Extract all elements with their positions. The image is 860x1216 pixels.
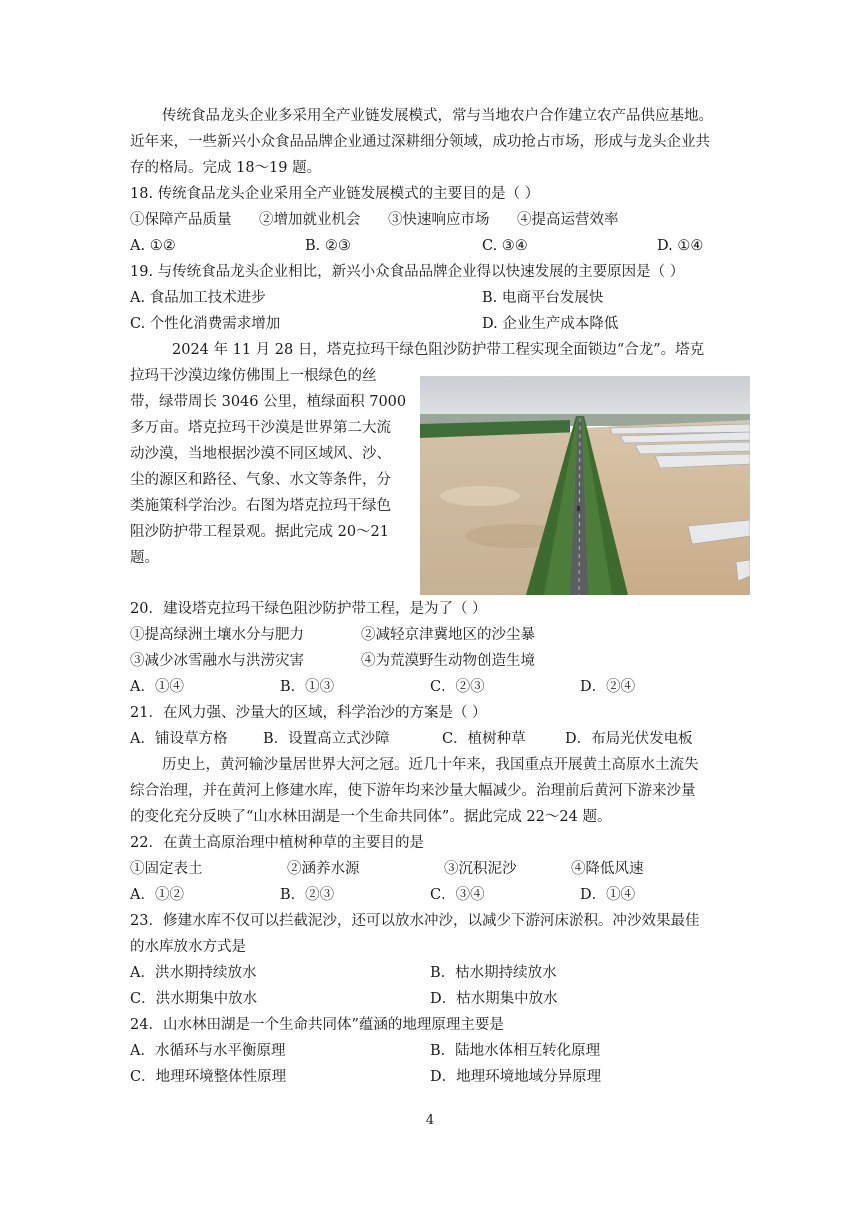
q18-item-4: ④提高运营效率 bbox=[517, 212, 619, 228]
q20-item-1: ①提高绿洲土壤水分与肥力 bbox=[130, 627, 304, 643]
q20-stem: 20．建设塔克拉玛干绿色阻沙防护带工程，是为了（ ） bbox=[130, 601, 487, 617]
q20-option-b: B．①③ bbox=[280, 679, 335, 695]
passage2-line-8: 阻沙防护带工程景观。据此完成 20～21 bbox=[130, 524, 390, 540]
passage2-line-3: 带，绿带周长 3046 公里，植绿面积 7000 bbox=[130, 394, 407, 410]
q19-option-c: C. 个性化消费需求增加 bbox=[130, 316, 281, 332]
q18-option-b: B. ②③ bbox=[305, 238, 351, 254]
passage2-line-1: 2024 年 11 月 28 日，塔克拉玛干绿色阻沙防护带工程实现全面锁边“合龙”。塔克 bbox=[172, 342, 705, 358]
passage1-line-2: 近年来，一些新兴小众食品品牌企业通过深耕细分领域，成功抢占市场，形成与龙头企业共 bbox=[130, 134, 710, 150]
passage2-line-7: 类施策科学治沙。右图为塔克拉玛干绿色 bbox=[130, 498, 391, 514]
q22-item-1: ①固定表土 bbox=[130, 861, 203, 877]
q24-option-c: C．地理环境整体性原理 bbox=[130, 1069, 287, 1085]
q22-item-4: ④降低风速 bbox=[571, 861, 644, 877]
q18-item-2: ②增加就业机会 bbox=[259, 212, 361, 228]
q18-item-3: ③快速响应市场 bbox=[388, 212, 490, 228]
q24-option-b: B．陆地水体相互转化原理 bbox=[430, 1043, 601, 1059]
q19-stem: 19. 与传统食品龙头企业相比，新兴小众食品品牌企业得以快速发展的主要原因是（ ） bbox=[130, 264, 685, 280]
passage2-line-5: 动沙漠，当地根据沙漠不同区域风、沙、 bbox=[130, 446, 391, 462]
passage3-line-1: 历史上，黄河输沙量居世界大河之冠。近几十年来，我国重点开展黄土高原水土流失 bbox=[162, 757, 699, 773]
page-number: 4 bbox=[425, 1113, 435, 1128]
q24-option-d: D．地理环境地域分异原理 bbox=[430, 1069, 602, 1085]
q23-stem-line-1: 23．修建水库不仅可以拦截泥沙，还可以放水冲沙，以减少下游河床淤积。冲沙效果最佳 bbox=[130, 913, 700, 929]
q20-option-c: C．②③ bbox=[430, 679, 485, 695]
passage1-line-1: 传统食品龙头企业多采用全产业链发展模式，常与当地农户合作建立农产品供应基地。 bbox=[162, 108, 713, 124]
q21-option-a: A．铺设草方格 bbox=[130, 731, 228, 747]
q20-item-2: ②减轻京津冀地区的沙尘暴 bbox=[361, 627, 535, 643]
q22-item-3: ③沉积泥沙 bbox=[444, 861, 517, 877]
q24-stem: 24．山水林田湖是一个生命共同体”蕴涵的地理原理主要是 bbox=[130, 1017, 504, 1033]
shelterbelt-photo bbox=[420, 376, 750, 595]
passage2-line-6: 尘的源区和路径、气象、水文等条件，分 bbox=[130, 472, 391, 488]
q18-option-c: C. ③④ bbox=[482, 238, 528, 254]
q20-option-d: D．②④ bbox=[580, 679, 636, 695]
q19-option-a: A. 食品加工技术进步 bbox=[130, 290, 266, 306]
q24-option-a: A．水循环与水平衡原理 bbox=[130, 1043, 286, 1059]
q22-option-a: A．①② bbox=[130, 887, 184, 903]
passage3-line-2: 综合治理，并在黄河上修建水库，使下游年均来沙量大幅减少。治理前后黄河下游来沙量 bbox=[130, 783, 696, 799]
q20-item-4: ④为荒漠野生动物创造生境 bbox=[361, 653, 535, 669]
q23-option-a: A．洪水期持续放水 bbox=[130, 965, 257, 981]
q18-item-1: ①保障产品质量 bbox=[130, 212, 232, 228]
q18-stem: 18. 传统食品龙头企业采用全产业链发展模式的主要目的是（ ） bbox=[130, 186, 540, 202]
q23-stem-line-2: 的水库放水方式是 bbox=[130, 939, 246, 955]
q20-item-3: ③减少冰雪融水与洪涝灾害 bbox=[130, 653, 304, 669]
q21-option-c: C．植树种草 bbox=[442, 731, 526, 747]
passage2-line-9: 题。 bbox=[130, 550, 159, 566]
passage2-line-4: 多万亩。塔克拉玛干沙漠是世界第二大流 bbox=[130, 420, 391, 436]
q23-option-c: C．洪水期集中放水 bbox=[130, 991, 258, 1007]
q21-option-d: D．布局光伏发电板 bbox=[565, 731, 693, 747]
q22-option-c: C．③④ bbox=[430, 887, 485, 903]
q22-option-b: B．②③ bbox=[280, 887, 335, 903]
q22-item-2: ②涵养水源 bbox=[287, 861, 360, 877]
q21-stem: 21．在风力强、沙量大的区域，科学治沙的方案是（ ） bbox=[130, 705, 487, 721]
passage3-line-3: 的变化充分反映了“山水林田湖是一个生命共同体”。据此完成 22～24 题。 bbox=[130, 809, 612, 825]
q19-option-b: B. 电商平台发展快 bbox=[482, 290, 604, 306]
passage2-line-2: 拉玛干沙漠边缘仿佛围上一根绿色的丝 bbox=[130, 368, 377, 384]
q21-option-b: B．设置高立式沙障 bbox=[263, 731, 390, 747]
q22-stem: 22．在黄土高原治理中植树种草的主要目的是 bbox=[130, 835, 424, 851]
q23-option-d: D．枯水期集中放水 bbox=[430, 991, 558, 1007]
q23-option-b: B．枯水期持续放水 bbox=[430, 965, 557, 981]
q18-option-a: A. ①② bbox=[130, 238, 176, 254]
passage1-line-3: 存的格局。完成 18～19 题。 bbox=[130, 160, 322, 176]
q18-option-d: D. ①④ bbox=[657, 238, 704, 254]
q20-option-a: A．①④ bbox=[130, 679, 184, 695]
q22-option-d: D．①④ bbox=[580, 887, 636, 903]
q19-option-d: D. 企业生产成本降低 bbox=[482, 316, 619, 332]
